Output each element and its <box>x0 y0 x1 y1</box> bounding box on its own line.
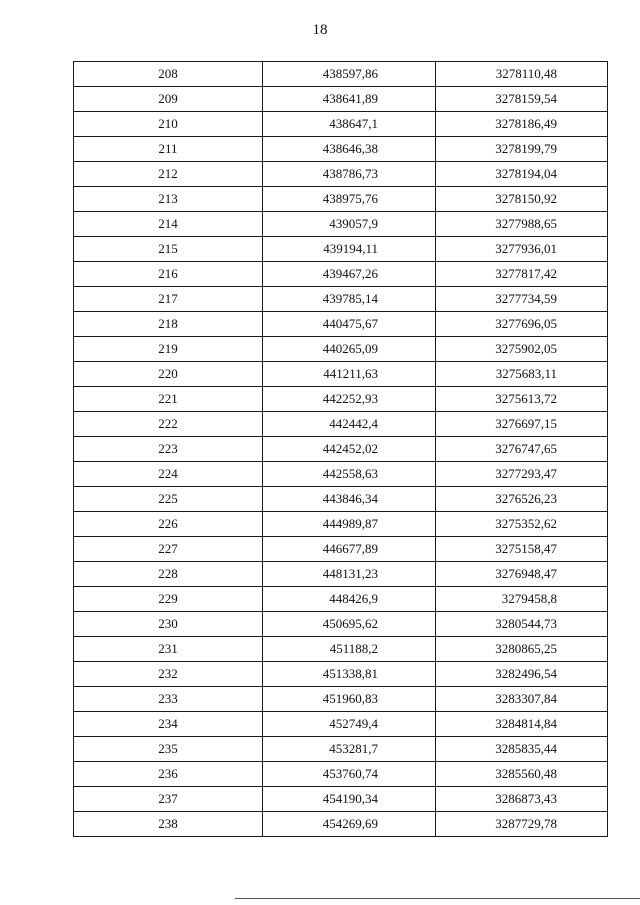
x-coordinate-cell: 451338,81 <box>263 662 436 687</box>
table-row <box>74 237 608 262</box>
y-coordinate-cell: 3285835,44 <box>436 737 608 762</box>
x-coordinate-cell: 451960,83 <box>263 687 436 712</box>
table-row <box>74 587 608 612</box>
y-coordinate-cell: 3277293,47 <box>436 462 608 487</box>
x-coordinate-cell: 439467,26 <box>263 262 436 287</box>
table-row <box>74 437 608 462</box>
x-coordinate-cell: 448426,9 <box>263 587 436 612</box>
y-coordinate-cell: 3277988,65 <box>436 212 608 237</box>
table-row <box>74 162 608 187</box>
table-row <box>74 412 608 437</box>
y-coordinate-cell: 3287729,78 <box>436 812 608 837</box>
x-coordinate-cell: 453281,7 <box>263 737 436 762</box>
table-row <box>74 287 608 312</box>
x-coordinate-cell: 446677,89 <box>263 537 436 562</box>
table-row <box>74 212 608 237</box>
point-number-cell: 219 <box>74 337 263 362</box>
point-number-cell: 209 <box>74 87 263 112</box>
y-coordinate-cell: 3278150,92 <box>436 187 608 212</box>
point-number-cell: 236 <box>74 762 263 787</box>
y-coordinate-cell: 3277817,42 <box>436 262 608 287</box>
point-number-cell: 223 <box>74 437 263 462</box>
x-coordinate-cell: 442252,93 <box>263 387 436 412</box>
x-coordinate-cell: 438647,1 <box>263 112 436 137</box>
x-coordinate-cell: 438975,76 <box>263 187 436 212</box>
table-row <box>74 637 608 662</box>
point-number-cell: 226 <box>74 512 263 537</box>
table-row <box>74 112 608 137</box>
x-coordinate-cell: 444989,87 <box>263 512 436 537</box>
y-coordinate-cell: 3276747,65 <box>436 437 608 462</box>
table-row <box>74 262 608 287</box>
y-coordinate-cell: 3280544,73 <box>436 612 608 637</box>
table-row <box>74 762 608 787</box>
x-coordinate-cell: 438641,89 <box>263 87 436 112</box>
y-coordinate-cell: 3278186,49 <box>436 112 608 137</box>
x-coordinate-cell: 451188,2 <box>263 637 436 662</box>
point-number-cell: 212 <box>74 162 263 187</box>
coordinates-table <box>73 61 608 837</box>
table-row <box>74 487 608 512</box>
point-number-cell: 220 <box>74 362 263 387</box>
y-coordinate-cell: 3275902,05 <box>436 337 608 362</box>
table-row <box>74 712 608 737</box>
y-coordinate-cell: 3277696,05 <box>436 312 608 337</box>
y-coordinate-cell: 3282496,54 <box>436 662 608 687</box>
table-row <box>74 512 608 537</box>
point-number-cell: 213 <box>74 187 263 212</box>
table-row <box>74 187 608 212</box>
y-coordinate-cell: 3277936,01 <box>436 237 608 262</box>
x-coordinate-cell: 439785,14 <box>263 287 436 312</box>
y-coordinate-cell: 3275613,72 <box>436 387 608 412</box>
point-number-cell: 237 <box>74 787 263 812</box>
x-coordinate-cell: 454190,34 <box>263 787 436 812</box>
y-coordinate-cell: 3283307,84 <box>436 687 608 712</box>
x-coordinate-cell: 452749,4 <box>263 712 436 737</box>
x-coordinate-cell: 440265,09 <box>263 337 436 362</box>
point-number-cell: 214 <box>74 212 263 237</box>
table-row <box>74 337 608 362</box>
point-number-cell: 211 <box>74 137 263 162</box>
y-coordinate-cell: 3277734,59 <box>436 287 608 312</box>
x-coordinate-cell: 442442,4 <box>263 412 436 437</box>
y-coordinate-cell: 3275352,62 <box>436 512 608 537</box>
table-row <box>74 812 608 837</box>
y-coordinate-cell: 3276948,47 <box>436 562 608 587</box>
point-number-cell: 238 <box>74 812 263 837</box>
point-number-cell: 224 <box>74 462 263 487</box>
x-coordinate-cell: 453760,74 <box>263 762 436 787</box>
y-coordinate-cell: 3275158,47 <box>436 537 608 562</box>
table-row <box>74 387 608 412</box>
point-number-cell: 228 <box>74 562 263 587</box>
y-coordinate-cell: 3279458,8 <box>436 587 608 612</box>
y-coordinate-cell: 3278199,79 <box>436 137 608 162</box>
x-coordinate-cell: 442452,02 <box>263 437 436 462</box>
y-coordinate-cell: 3276526,23 <box>436 487 608 512</box>
y-coordinate-cell: 3275683,11 <box>436 362 608 387</box>
coordinates-table-body <box>74 62 608 837</box>
table-row <box>74 687 608 712</box>
table-row <box>74 362 608 387</box>
point-number-cell: 231 <box>74 637 263 662</box>
y-coordinate-cell: 3278110,48 <box>436 62 608 87</box>
point-number-cell: 235 <box>74 737 263 762</box>
point-number-cell: 221 <box>74 387 263 412</box>
x-coordinate-cell: 439194,11 <box>263 237 436 262</box>
point-number-cell: 234 <box>74 712 263 737</box>
point-number-cell: 210 <box>74 112 263 137</box>
y-coordinate-cell: 3278159,54 <box>436 87 608 112</box>
y-coordinate-cell: 3280865,25 <box>436 637 608 662</box>
y-coordinate-cell: 3285560,48 <box>436 762 608 787</box>
x-coordinate-cell: 440475,67 <box>263 312 436 337</box>
point-number-cell: 230 <box>74 612 263 637</box>
table-row <box>74 737 608 762</box>
point-number-cell: 218 <box>74 312 263 337</box>
x-coordinate-cell: 441211,63 <box>263 362 436 387</box>
table-row <box>74 562 608 587</box>
x-coordinate-cell: 442558,63 <box>263 462 436 487</box>
x-coordinate-cell: 454269,69 <box>263 812 436 837</box>
point-number-cell: 232 <box>74 662 263 687</box>
point-number-cell: 215 <box>74 237 263 262</box>
x-coordinate-cell: 443846,34 <box>263 487 436 512</box>
x-coordinate-cell: 438646,38 <box>263 137 436 162</box>
page-bottom-divider <box>235 898 640 899</box>
x-coordinate-cell: 439057,9 <box>263 212 436 237</box>
x-coordinate-cell: 448131,23 <box>263 562 436 587</box>
x-coordinate-cell: 450695,62 <box>263 612 436 637</box>
point-number-cell: 227 <box>74 537 263 562</box>
y-coordinate-cell: 3286873,43 <box>436 787 608 812</box>
point-number-cell: 233 <box>74 687 263 712</box>
table-row <box>74 62 608 87</box>
y-coordinate-cell: 3284814,84 <box>436 712 608 737</box>
x-coordinate-cell: 438597,86 <box>263 62 436 87</box>
table-row <box>74 662 608 687</box>
table-row <box>74 537 608 562</box>
table-row <box>74 462 608 487</box>
y-coordinate-cell: 3276697,15 <box>436 412 608 437</box>
table-row <box>74 137 608 162</box>
x-coordinate-cell: 438786,73 <box>263 162 436 187</box>
y-coordinate-cell: 3278194,04 <box>436 162 608 187</box>
table-row <box>74 612 608 637</box>
point-number-cell: 229 <box>74 587 263 612</box>
page-number: 18 <box>312 22 328 38</box>
table-row <box>74 787 608 812</box>
point-number-cell: 216 <box>74 262 263 287</box>
table-row <box>74 87 608 112</box>
table-row <box>74 312 608 337</box>
point-number-cell: 208 <box>74 62 263 87</box>
point-number-cell: 225 <box>74 487 263 512</box>
point-number-cell: 222 <box>74 412 263 437</box>
point-number-cell: 217 <box>74 287 263 312</box>
